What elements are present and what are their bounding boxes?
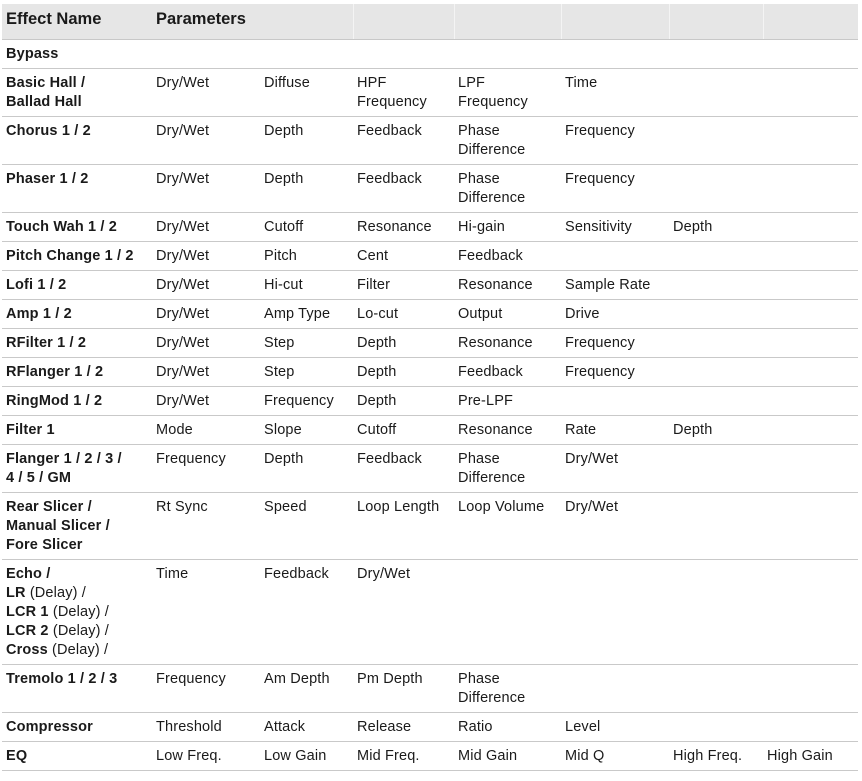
parameter-cell: Lo-cut	[353, 300, 454, 329]
parameter-cell: Mode	[152, 416, 260, 445]
table-row	[2, 445, 858, 493]
parameter-cell: Feedback	[353, 445, 454, 493]
parameter-cell: Dry/Wet	[152, 300, 260, 329]
effect-name-line	[6, 517, 148, 536]
parameter-cell: Feedback	[454, 358, 561, 387]
table-row	[2, 416, 858, 445]
effect-name-line	[6, 218, 148, 237]
effect-name-line	[6, 74, 148, 93]
parameter-cell: Low Gain	[260, 742, 353, 771]
parameter-cell	[669, 300, 763, 329]
effect-name-cell	[2, 165, 152, 213]
effect-name-bold: Bypass	[6, 46, 59, 62]
parameter-cell: LPF Frequency	[454, 69, 561, 117]
effect-name-bold: Chorus 1 / 2	[6, 123, 91, 139]
effect-name-bold: LCR 1	[6, 604, 49, 620]
parameter-cell: Pm Depth	[353, 665, 454, 713]
effect-name-cell	[2, 387, 152, 416]
parameter-cell	[669, 242, 763, 271]
parameter-cell: Diffuse	[260, 69, 353, 117]
parameter-cell: Phase Difference	[454, 165, 561, 213]
parameter-cell: Pre-LPF	[454, 387, 561, 416]
parameter-cell: Feedback	[353, 117, 454, 165]
parameter-cell	[763, 560, 858, 665]
effect-name-bold: Manual Slicer /	[6, 518, 110, 534]
parameter-cell: Cutoff	[353, 416, 454, 445]
parameter-cell: Drive	[561, 300, 669, 329]
parameter-cell: Filter	[353, 271, 454, 300]
parameter-cell	[561, 40, 669, 69]
effect-name-line	[6, 392, 148, 411]
effect-name-cell	[2, 329, 152, 358]
effect-name-cell	[2, 742, 152, 771]
parameter-cell: High Freq.	[669, 742, 763, 771]
table-row	[2, 271, 858, 300]
table-row	[2, 117, 858, 165]
parameter-cell: Dry/Wet	[152, 242, 260, 271]
parameter-cell: Rate	[561, 416, 669, 445]
parameter-cell: Frequency	[561, 358, 669, 387]
parameter-cell	[669, 713, 763, 742]
effect-name-cell	[2, 300, 152, 329]
parameter-cell: Loop Volume	[454, 493, 561, 560]
parameter-cell	[561, 560, 669, 665]
effect-name-line	[6, 247, 148, 266]
table-header-row	[2, 4, 858, 40]
effect-name-cell	[2, 445, 152, 493]
effect-name-line	[6, 421, 148, 440]
effect-name-bold: RFlanger 1 / 2	[6, 364, 104, 380]
effect-name-cell	[2, 271, 152, 300]
parameter-cell: Speed	[260, 493, 353, 560]
parameter-cell: Dry/Wet	[152, 358, 260, 387]
parameter-cell: Low Freq.	[152, 742, 260, 771]
effect-name-line	[6, 584, 148, 603]
table-row	[2, 665, 858, 713]
table-row	[2, 242, 858, 271]
parameter-cell	[763, 493, 858, 560]
parameter-cell: Step	[260, 329, 353, 358]
effect-name-bold: 4 / 5 / GM	[6, 470, 72, 486]
parameter-cell: Resonance	[454, 329, 561, 358]
effect-name-cell	[2, 560, 152, 665]
parameter-cell	[152, 40, 260, 69]
parameter-cell: Phase Difference	[454, 117, 561, 165]
parameter-cell: Dry/Wet	[353, 560, 454, 665]
effect-name-bold: LCR 2	[6, 623, 49, 639]
effect-name-cell	[2, 117, 152, 165]
parameter-cell: Depth	[669, 213, 763, 242]
effect-name-bold: Compressor	[6, 719, 93, 735]
parameter-cell: Dry/Wet	[152, 329, 260, 358]
parameter-cell: Step	[260, 358, 353, 387]
parameter-cell: Dry/Wet	[561, 445, 669, 493]
parameter-cell	[561, 665, 669, 713]
parameter-cell: Dry/Wet	[152, 117, 260, 165]
effect-name-line	[6, 170, 148, 189]
parameter-cell: Slope	[260, 416, 353, 445]
effect-name-line	[6, 622, 148, 641]
effect-name-cell	[2, 242, 152, 271]
parameter-cell: High Gain	[763, 742, 858, 771]
parameter-cell	[763, 117, 858, 165]
parameter-cell: Hi-gain	[454, 213, 561, 242]
effect-name-bold: Filter 1	[6, 422, 55, 438]
table-row	[2, 713, 858, 742]
parameter-cell: Frequency	[561, 165, 669, 213]
effect-name-cell	[2, 493, 152, 560]
parameter-cell	[669, 271, 763, 300]
parameter-cell: Hi-cut	[260, 271, 353, 300]
parameter-cell	[669, 387, 763, 416]
parameter-cell: Amp Type	[260, 300, 353, 329]
effect-name-cell	[2, 69, 152, 117]
parameter-cell	[669, 165, 763, 213]
table-row	[2, 493, 858, 560]
parameter-cell: Frequency	[152, 445, 260, 493]
effects-parameter-table	[2, 4, 858, 771]
parameter-cell	[669, 117, 763, 165]
parameter-cell	[669, 40, 763, 69]
parameter-cell: Release	[353, 713, 454, 742]
table-row	[2, 387, 858, 416]
parameter-cell: Am Depth	[260, 665, 353, 713]
parameter-cell: Dry/Wet	[152, 387, 260, 416]
effect-name-line	[6, 334, 148, 353]
parameter-cell: Time	[152, 560, 260, 665]
effect-name-bold: RingMod 1 / 2	[6, 393, 103, 409]
parameter-cell	[763, 358, 858, 387]
parameter-cell: Level	[561, 713, 669, 742]
parameter-cell: Sensitivity	[561, 213, 669, 242]
effect-name-bold: Phaser 1 / 2	[6, 171, 89, 187]
parameter-cell: Loop Length	[353, 493, 454, 560]
parameter-cell: Resonance	[353, 213, 454, 242]
parameter-cell: Depth	[260, 117, 353, 165]
effect-name-cell	[2, 665, 152, 713]
parameter-cell	[763, 242, 858, 271]
parameter-cell: Sample Rate	[561, 271, 669, 300]
effect-name-line	[6, 45, 148, 64]
table-row	[2, 300, 858, 329]
parameter-cell	[763, 40, 858, 69]
parameter-cell	[763, 329, 858, 358]
effect-name-note: (Delay) /	[25, 585, 86, 601]
parameter-cell: Resonance	[454, 271, 561, 300]
effect-name-line	[6, 363, 148, 382]
effect-name-note: (Delay) /	[47, 642, 109, 658]
effect-name-cell	[2, 213, 152, 242]
parameter-cell: Mid Q	[561, 742, 669, 771]
parameter-cell	[669, 69, 763, 117]
table-row	[2, 329, 858, 358]
parameter-cell: Dry/Wet	[561, 493, 669, 560]
effect-name-line	[6, 498, 148, 517]
effect-name-line	[6, 305, 148, 324]
table-row	[2, 69, 858, 117]
effect-name-bold: Lofi 1 / 2	[6, 277, 67, 293]
effect-name-bold: RFilter 1 / 2	[6, 335, 87, 351]
parameter-cell: Mid Freq.	[353, 742, 454, 771]
parameter-cell	[763, 165, 858, 213]
effect-name-line	[6, 670, 148, 689]
effect-name-bold: EQ	[6, 748, 28, 764]
parameter-cell	[763, 665, 858, 713]
effect-name-line	[6, 450, 148, 469]
table-row	[2, 742, 858, 771]
parameter-cell: Frequency	[152, 665, 260, 713]
parameter-cell: Feedback	[353, 165, 454, 213]
effect-name-line	[6, 122, 148, 141]
effect-name-line	[6, 93, 148, 112]
parameter-cell: Depth	[353, 358, 454, 387]
parameter-cell	[669, 329, 763, 358]
parameter-cell	[669, 493, 763, 560]
parameter-cell: Dry/Wet	[152, 69, 260, 117]
effect-name-line	[6, 747, 148, 766]
parameter-cell: Resonance	[454, 416, 561, 445]
parameter-cell: Depth	[353, 329, 454, 358]
column-header-parameters: Parameters	[152, 4, 260, 40]
table-row	[2, 165, 858, 213]
parameter-cell	[669, 560, 763, 665]
effect-name-line	[6, 641, 148, 660]
effect-name-cell	[2, 713, 152, 742]
parameter-cell: Depth	[260, 165, 353, 213]
parameter-cell	[454, 560, 561, 665]
parameter-cell	[669, 665, 763, 713]
parameter-cell: Threshold	[152, 713, 260, 742]
parameter-cell: Feedback	[454, 242, 561, 271]
parameter-cell	[260, 40, 353, 69]
table-row	[2, 40, 858, 69]
parameter-cell: Phase Difference	[454, 665, 561, 713]
table-row	[2, 358, 858, 387]
parameter-cell: Pitch	[260, 242, 353, 271]
effect-name-cell	[2, 416, 152, 445]
parameter-cell: Frequency	[561, 329, 669, 358]
parameter-cell: Phase Difference	[454, 445, 561, 493]
parameter-cell: HPF Frequency	[353, 69, 454, 117]
parameter-cell: Time	[561, 69, 669, 117]
parameter-cell	[763, 271, 858, 300]
effect-name-bold: Pitch Change 1 / 2	[6, 248, 134, 264]
parameter-cell	[763, 387, 858, 416]
effect-name-bold: Ballad Hall	[6, 94, 82, 110]
parameter-cell	[763, 69, 858, 117]
effect-name-bold: LR	[6, 585, 26, 601]
parameter-cell	[763, 416, 858, 445]
effect-name-cell	[2, 40, 152, 69]
effect-name-bold: Rear Slicer /	[6, 499, 92, 515]
parameter-cell: Cent	[353, 242, 454, 271]
parameter-cell: Dry/Wet	[152, 165, 260, 213]
parameter-cell: Mid Gain	[454, 742, 561, 771]
parameter-cell: Dry/Wet	[152, 213, 260, 242]
parameter-cell: Feedback	[260, 560, 353, 665]
effect-name-bold: Touch Wah 1 / 2	[6, 219, 118, 235]
parameter-cell: Dry/Wet	[152, 271, 260, 300]
parameter-cell: Depth	[353, 387, 454, 416]
effect-name-bold: Fore Slicer	[6, 537, 83, 553]
parameter-cell	[763, 713, 858, 742]
effect-name-note: (Delay) /	[48, 623, 109, 639]
parameter-cell: Frequency	[561, 117, 669, 165]
parameter-cell	[763, 445, 858, 493]
parameter-cell: Depth	[669, 416, 763, 445]
effect-name-bold: Cross	[6, 642, 48, 658]
parameter-cell	[561, 387, 669, 416]
parameter-cell: Output	[454, 300, 561, 329]
effect-name-bold: Flanger 1 / 2 / 3 /	[6, 451, 122, 467]
parameter-cell	[669, 445, 763, 493]
parameter-cell: Attack	[260, 713, 353, 742]
parameter-cell	[454, 40, 561, 69]
table-row	[2, 560, 858, 665]
effect-name-line	[6, 718, 148, 737]
parameter-cell	[763, 213, 858, 242]
column-header-effect-name: Effect Name	[2, 4, 152, 40]
parameter-cell: Rt Sync	[152, 493, 260, 560]
parameter-cell	[561, 242, 669, 271]
effect-name-line	[6, 469, 148, 488]
parameter-cell	[763, 300, 858, 329]
effect-name-line	[6, 603, 148, 622]
parameter-cell: Depth	[260, 445, 353, 493]
effect-name-bold: Amp 1 / 2	[6, 306, 72, 322]
table-row	[2, 213, 858, 242]
effect-name-line	[6, 565, 148, 584]
effect-name-bold: Tremolo 1 / 2 / 3	[6, 671, 118, 687]
effect-name-line	[6, 536, 148, 555]
effect-name-cell	[2, 358, 152, 387]
effect-name-bold: Echo /	[6, 566, 51, 582]
parameter-cell: Frequency	[260, 387, 353, 416]
parameter-cell: Cutoff	[260, 213, 353, 242]
parameter-cell	[669, 358, 763, 387]
parameter-cell: Ratio	[454, 713, 561, 742]
effect-name-bold: Basic Hall /	[6, 75, 86, 91]
effect-name-note: (Delay) /	[48, 604, 109, 620]
parameter-cell	[353, 40, 454, 69]
effect-name-line	[6, 276, 148, 295]
